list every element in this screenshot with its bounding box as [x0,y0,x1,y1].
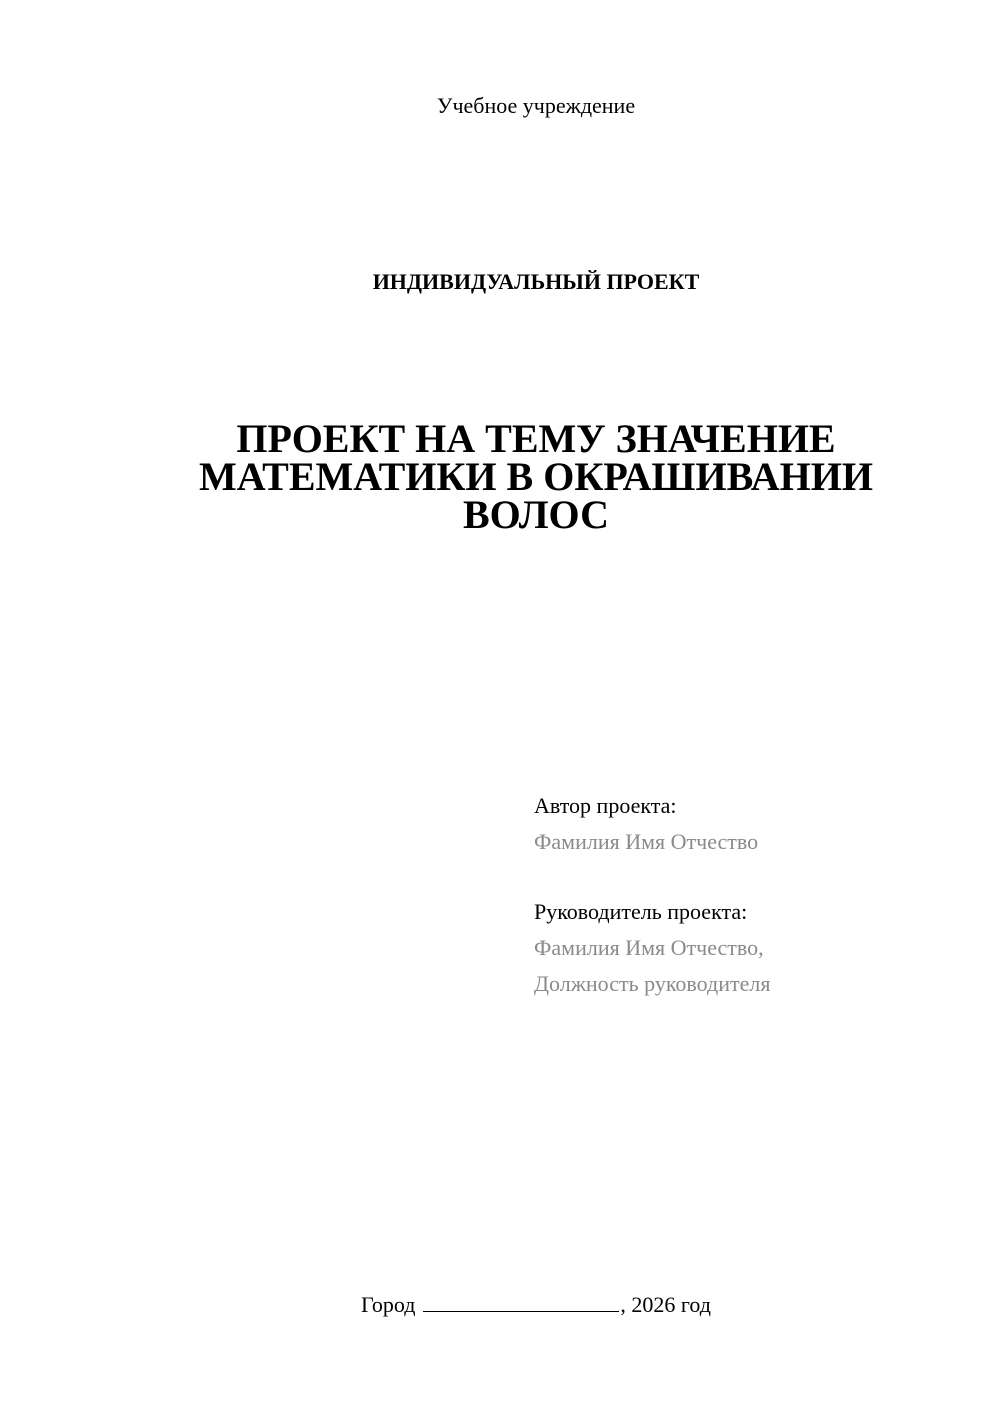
project-title-line-1: ПРОЕКТ НА ТЕМУ ЗНАЧЕНИЕ [236,416,836,461]
project-title-line-2: МАТЕМАТИКИ В ОКРАШИВАНИИ [199,454,873,499]
city-blank-line [423,1293,619,1312]
document-type: ИНДИВИДУАЛЬНЫЙ ПРОЕКТ [372,269,700,294]
supervisor-position-placeholder: Должность руководителя [534,971,771,996]
project-title-line-3: ВОЛОС [462,492,610,537]
city-year-line [0,1290,1000,1320]
year-text: , 2026 год [620,1292,711,1317]
project-title [180,416,892,537]
supervisor-label: Руководитель проекта: [534,899,748,924]
institution-name: Учебное учреждение [436,93,636,118]
supervisor-name-placeholder: Фамилия Имя Отчество, [534,935,764,960]
author-name-placeholder: Фамилия Имя Отчество [534,829,759,854]
author-label: Автор проекта: [534,793,677,818]
city-label: Город [361,1292,416,1317]
author-block [534,788,974,860]
supervisor-block [534,894,974,1002]
